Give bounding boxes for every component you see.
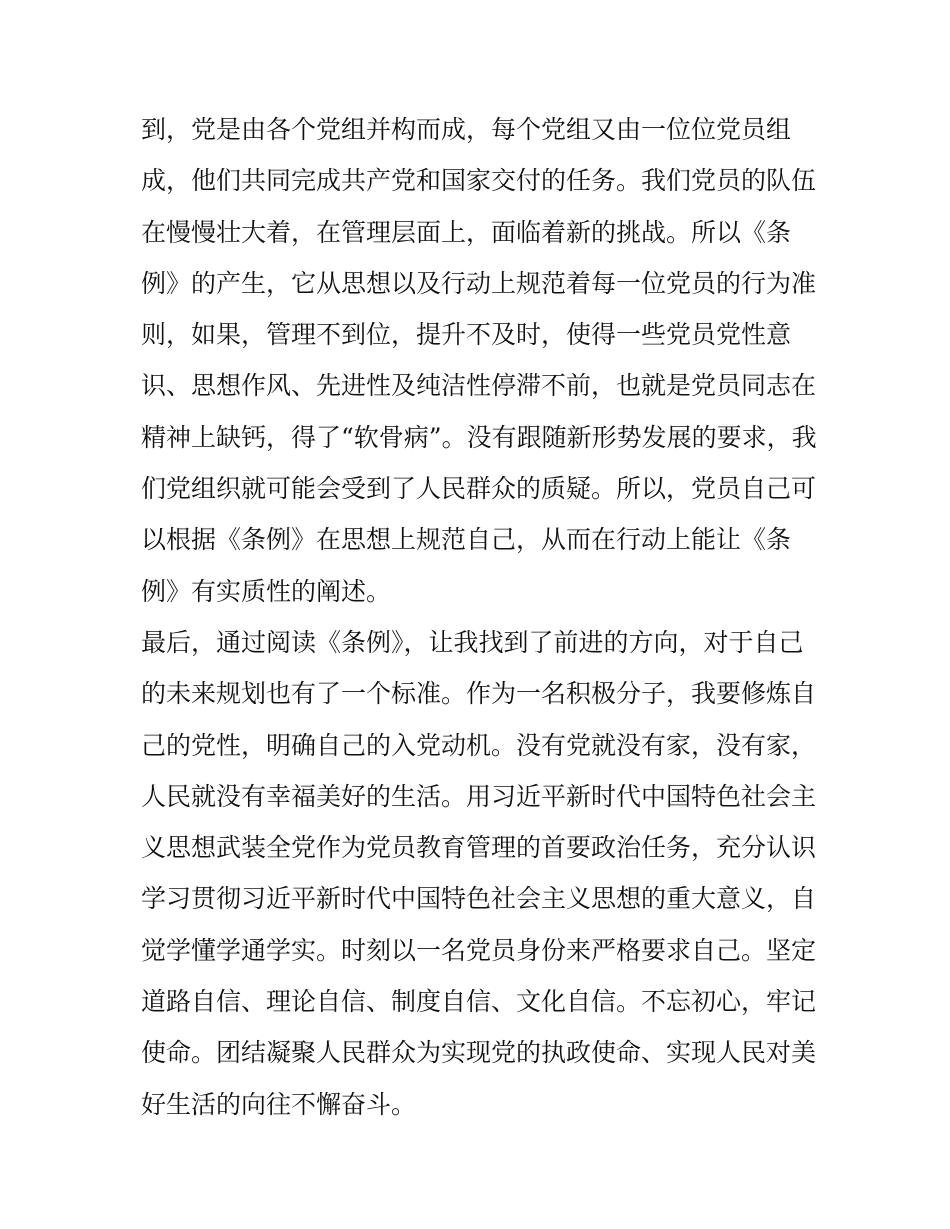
text-line: 好生活的向往不懈奋斗。 (141, 1089, 417, 1119)
text-line: 己的党性，明确自己的入党动机。没有党就没有家，没有家， (141, 730, 817, 760)
text-line: 识、思想作风、先进性及纯洁性停滞不前，也就是党员同志在 (141, 371, 817, 401)
text-line: 学习贯彻习近平新时代中国特色社会主义思想的重大意义，自 (141, 884, 817, 914)
text-line: 精神上缺钙，得了“软骨病”。没有跟随新形势发展的要求，我 (141, 422, 817, 452)
text-line: 义思想武装全党作为党员教育管理的首要政治任务，充分认识 (141, 833, 817, 863)
text-line: 例》有实质性的阐述。 (141, 576, 392, 606)
text-line: 成，他们共同完成共产党和国家交付的任务。我们党员的队伍 (141, 166, 817, 196)
text-line: 使命。团结凝聚人民群众为实现党的执政使命、实现人民对美 (141, 1038, 817, 1068)
text-line: 道路自信、理论自信、制度自信、文化自信。不忘初心，牢记 (141, 987, 817, 1017)
text-line: 的未来规划也有了一个标准。作为一名积极分子，我要修炼自 (141, 679, 817, 709)
text-line: 觉学懂学通学实。时刻以一名党员身份来严格要求自己。坚定 (141, 935, 817, 965)
text-line: 例》的产生，它从思想以及行动上规范着每一位党员的行为准 (141, 268, 817, 298)
text-line: 最后，通过阅读《条例》，让我找到了前进的方向，对于自己 (141, 627, 804, 657)
text-line: 以根据《条例》在思想上规范自己，从而在行动上能让《条 (141, 525, 792, 555)
body-text (141, 104, 841, 1130)
text-line: 们党组织就可能会受到了人民群众的质疑。所以，党员自己可 (141, 474, 817, 504)
text-line: 到，党是由各个党组并构而成，每个党组又由一位位党员组 (141, 115, 792, 144)
text-line: 人民就没有幸福美好的生活。用习近平新时代中国特色社会主 (141, 781, 817, 811)
text-line: 在慢慢壮大着，在管理层面上，面临着新的挑战。所以《条 (141, 217, 792, 247)
text-line: 则，如果，管理不到位，提升不及时，使得一些党员党性意 (141, 320, 792, 350)
